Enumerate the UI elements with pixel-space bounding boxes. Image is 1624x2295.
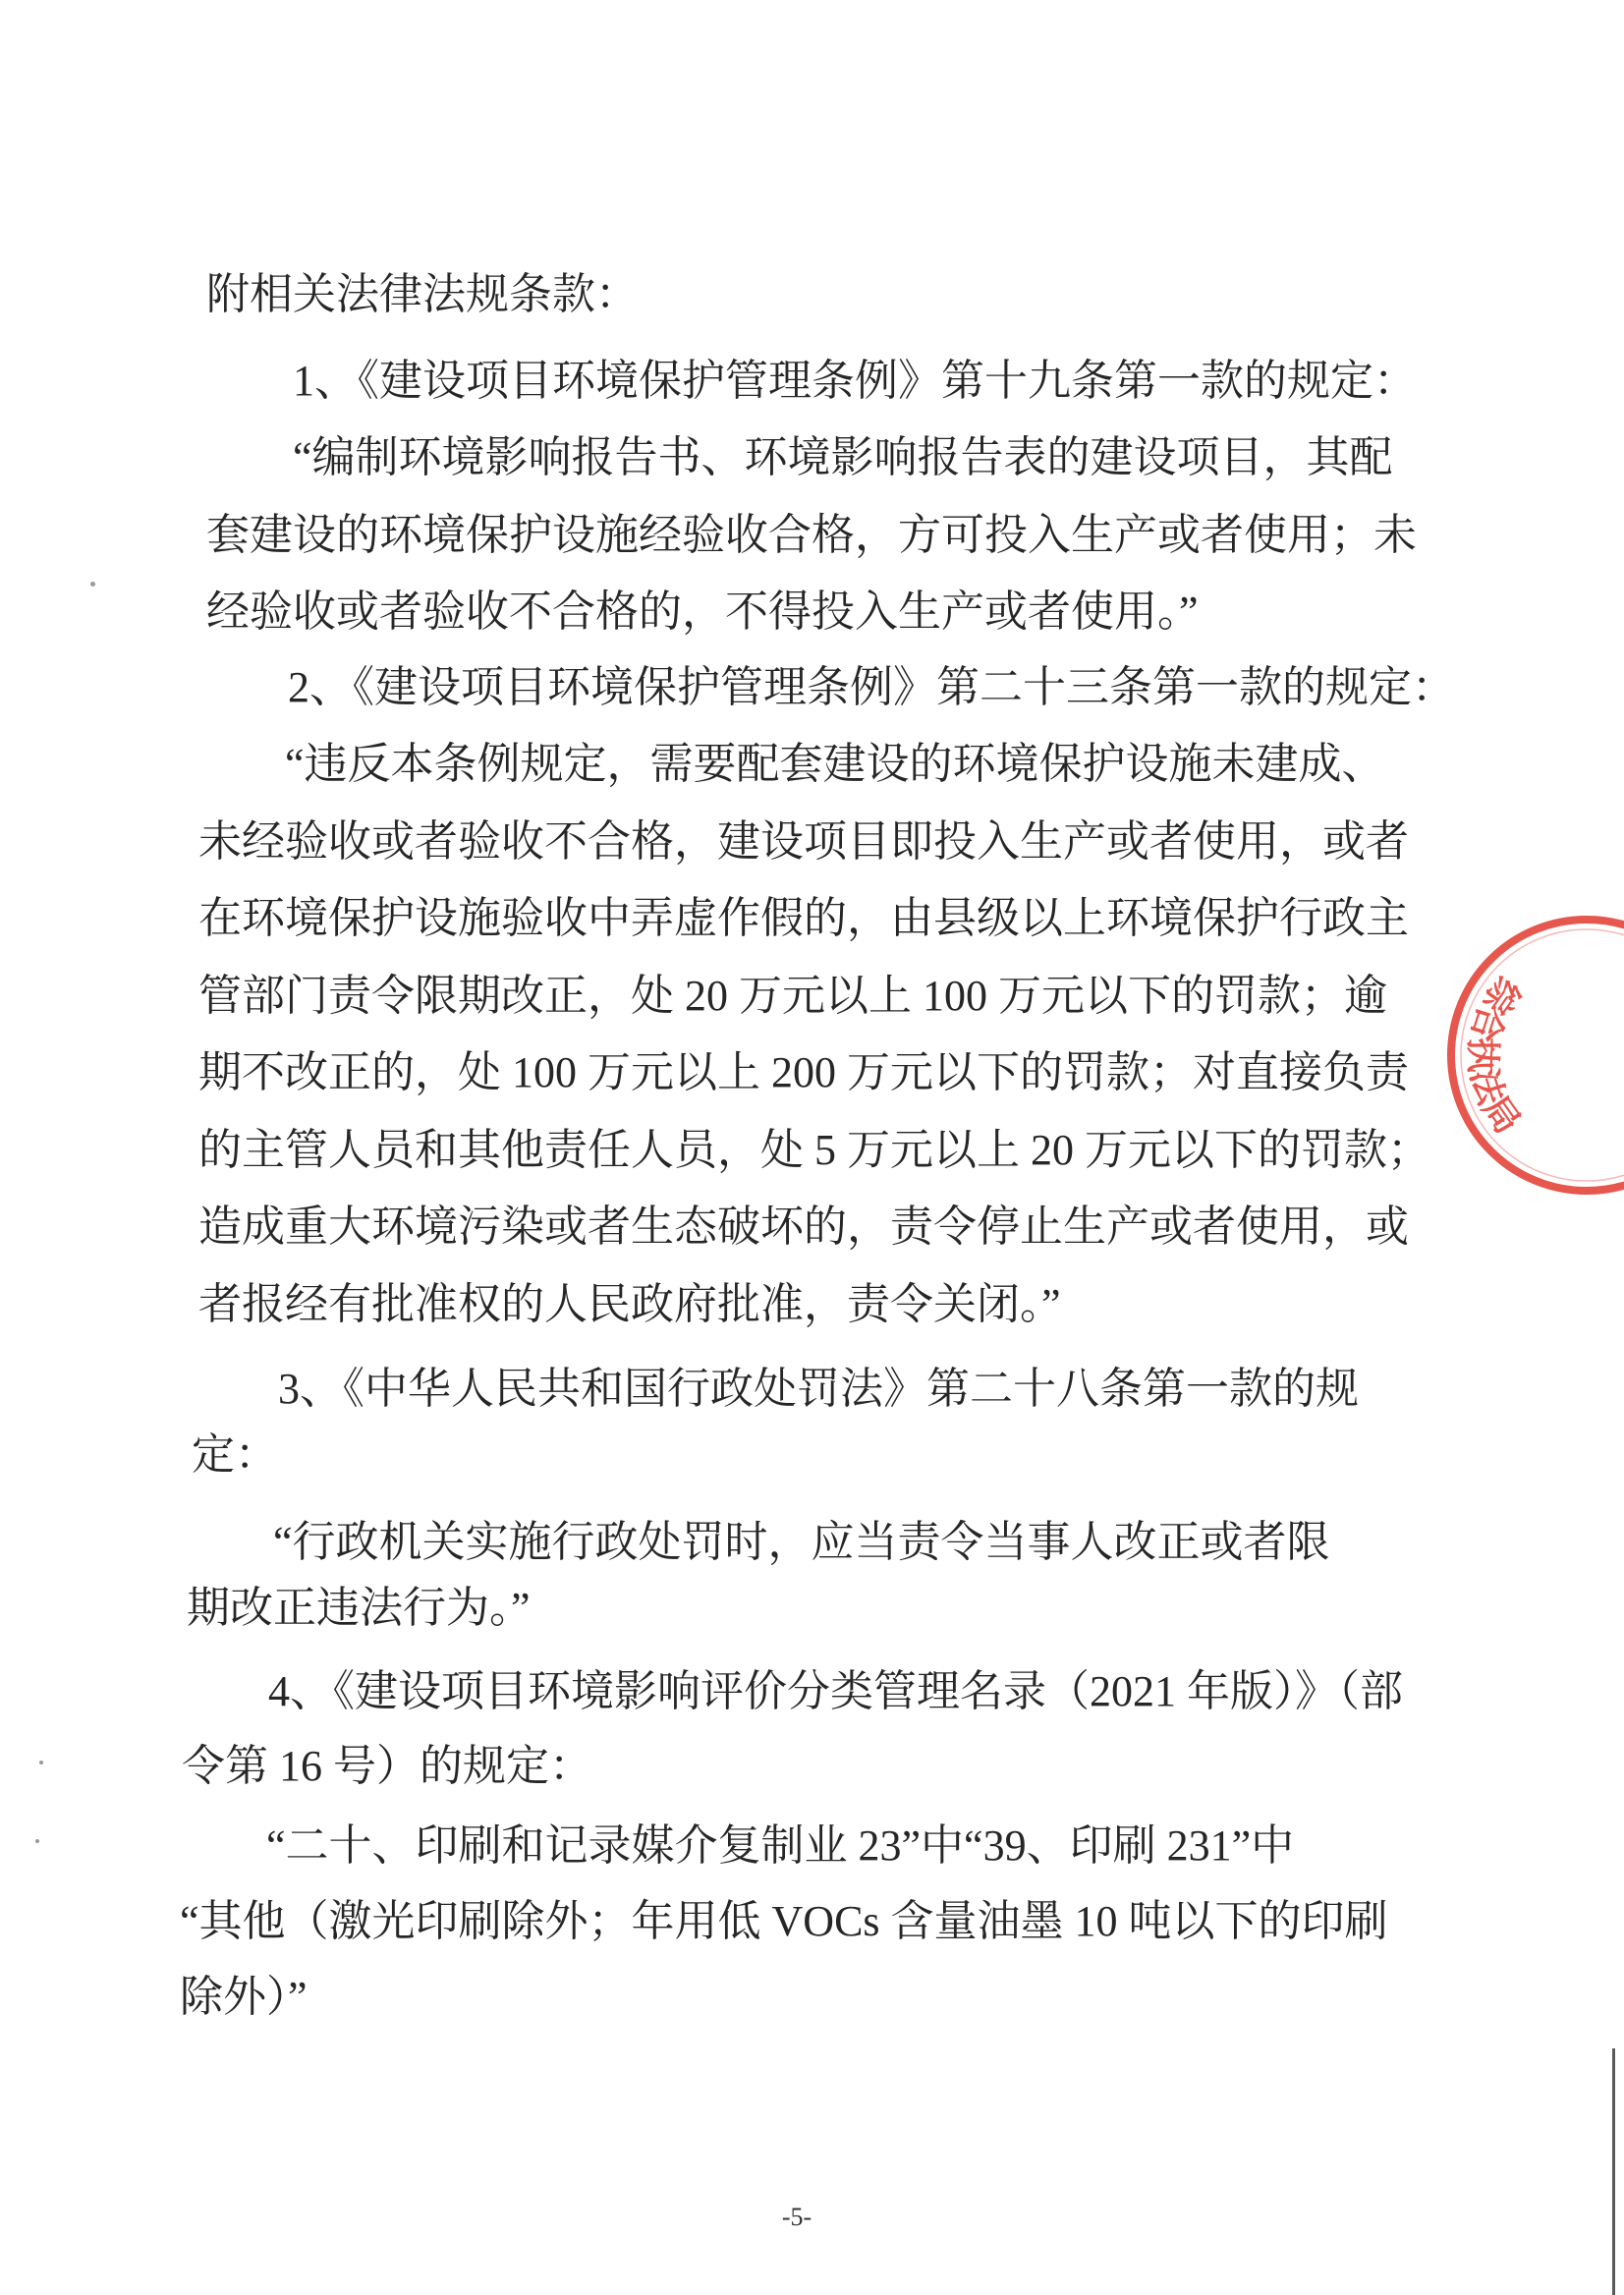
text-line: 的主管人员和其他责任人员，处 5 万元以上 20 万元以下的罚款；	[198, 1125, 1430, 1174]
seal-text-path: 综合执法局	[1461, 969, 1528, 1142]
text-line: 2、《建设项目环境保护管理条例》第二十三条第一款的规定：	[288, 663, 1455, 711]
text-line: 3、《中华人民共和国行政处罚法》第二十八条第一款的规	[278, 1365, 1359, 1413]
page-number: -5-	[781, 2203, 812, 2231]
scan-speck	[90, 582, 95, 587]
text-line: 期改正违法行为。”	[187, 1584, 531, 1632]
text-line: 4、《建设项目环境影响评价分类管理名录（2021 年版）》（部	[268, 1667, 1403, 1715]
text-line: 在环境保护设施验收中弄虚作假的，由县级以上环境保护行政主	[198, 894, 1409, 942]
clause-2-title	[201, 649, 1455, 727]
text-line: “二十、印刷和记录媒介复制业 23”中“39、印刷 231”中	[266, 1821, 1295, 1870]
official-seal-stamp	[1434, 904, 1624, 1218]
text-line: 定：	[192, 1430, 278, 1479]
text-line: 造成重大环境污染或者生态破坏的，责令停止生产或者使用，或	[198, 1203, 1409, 1251]
clause-4-quote	[180, 1808, 1398, 2035]
text-line: 令第 16 号）的规定：	[182, 1742, 592, 1790]
text-line: 套建设的环境保护设施经验收合格，方可投入生产或者使用；未	[206, 510, 1417, 559]
clause-1-title	[206, 343, 1425, 420]
clause-3-quote	[187, 1509, 1405, 1641]
scan-speck	[39, 1761, 43, 1764]
text-line: 经验收或者验收不合格的，不得投入生产或者使用。”	[206, 588, 1199, 636]
clause-4-title	[182, 1654, 1403, 1804]
clause-3-title	[192, 1356, 1410, 1487]
text-line: 除外）”	[180, 1973, 308, 2021]
text-line: 者报经有批准权的人民政府批准，责令关闭。”	[198, 1279, 1061, 1328]
attachment-heading	[206, 256, 1425, 334]
text-line: “违反本条例规定，需要配套建设的环境保护设施未建成、	[285, 740, 1385, 788]
text-line: “其他（激光印刷除外；年用低 VOCs 含量油墨 10 吨以下的印刷	[180, 1897, 1388, 1945]
clause-1-quote	[206, 420, 1425, 651]
heading-text: 附相关法律法规条款：	[206, 270, 639, 318]
scan-edge-line	[1612, 2048, 1615, 2295]
text-line: “行政机关实施行政处罚时，应当责令当事人改正或者限	[273, 1518, 1330, 1566]
text-line: 未经验收或者验收不合格，建设项目即投入生产或者使用，或者	[198, 816, 1409, 866]
text-line: 1、《建设项目环境保护管理条例》第十九条第一款的规定：	[293, 357, 1417, 405]
clause-2-quote	[198, 726, 1430, 1343]
seal-text	[1462, 969, 1528, 1141]
scan-speck	[35, 1839, 39, 1843]
text-line: 期不改正的，处 100 万元以上 200 万元以下的罚款；对直接负责	[198, 1048, 1409, 1096]
text-line: “编制环境影响报告书、环境影响报告表的建设项目，其配	[293, 433, 1393, 481]
text-line: 管部门责令限期改正，处 20 万元以上 100 万元以下的罚款；逾	[198, 971, 1387, 1020]
